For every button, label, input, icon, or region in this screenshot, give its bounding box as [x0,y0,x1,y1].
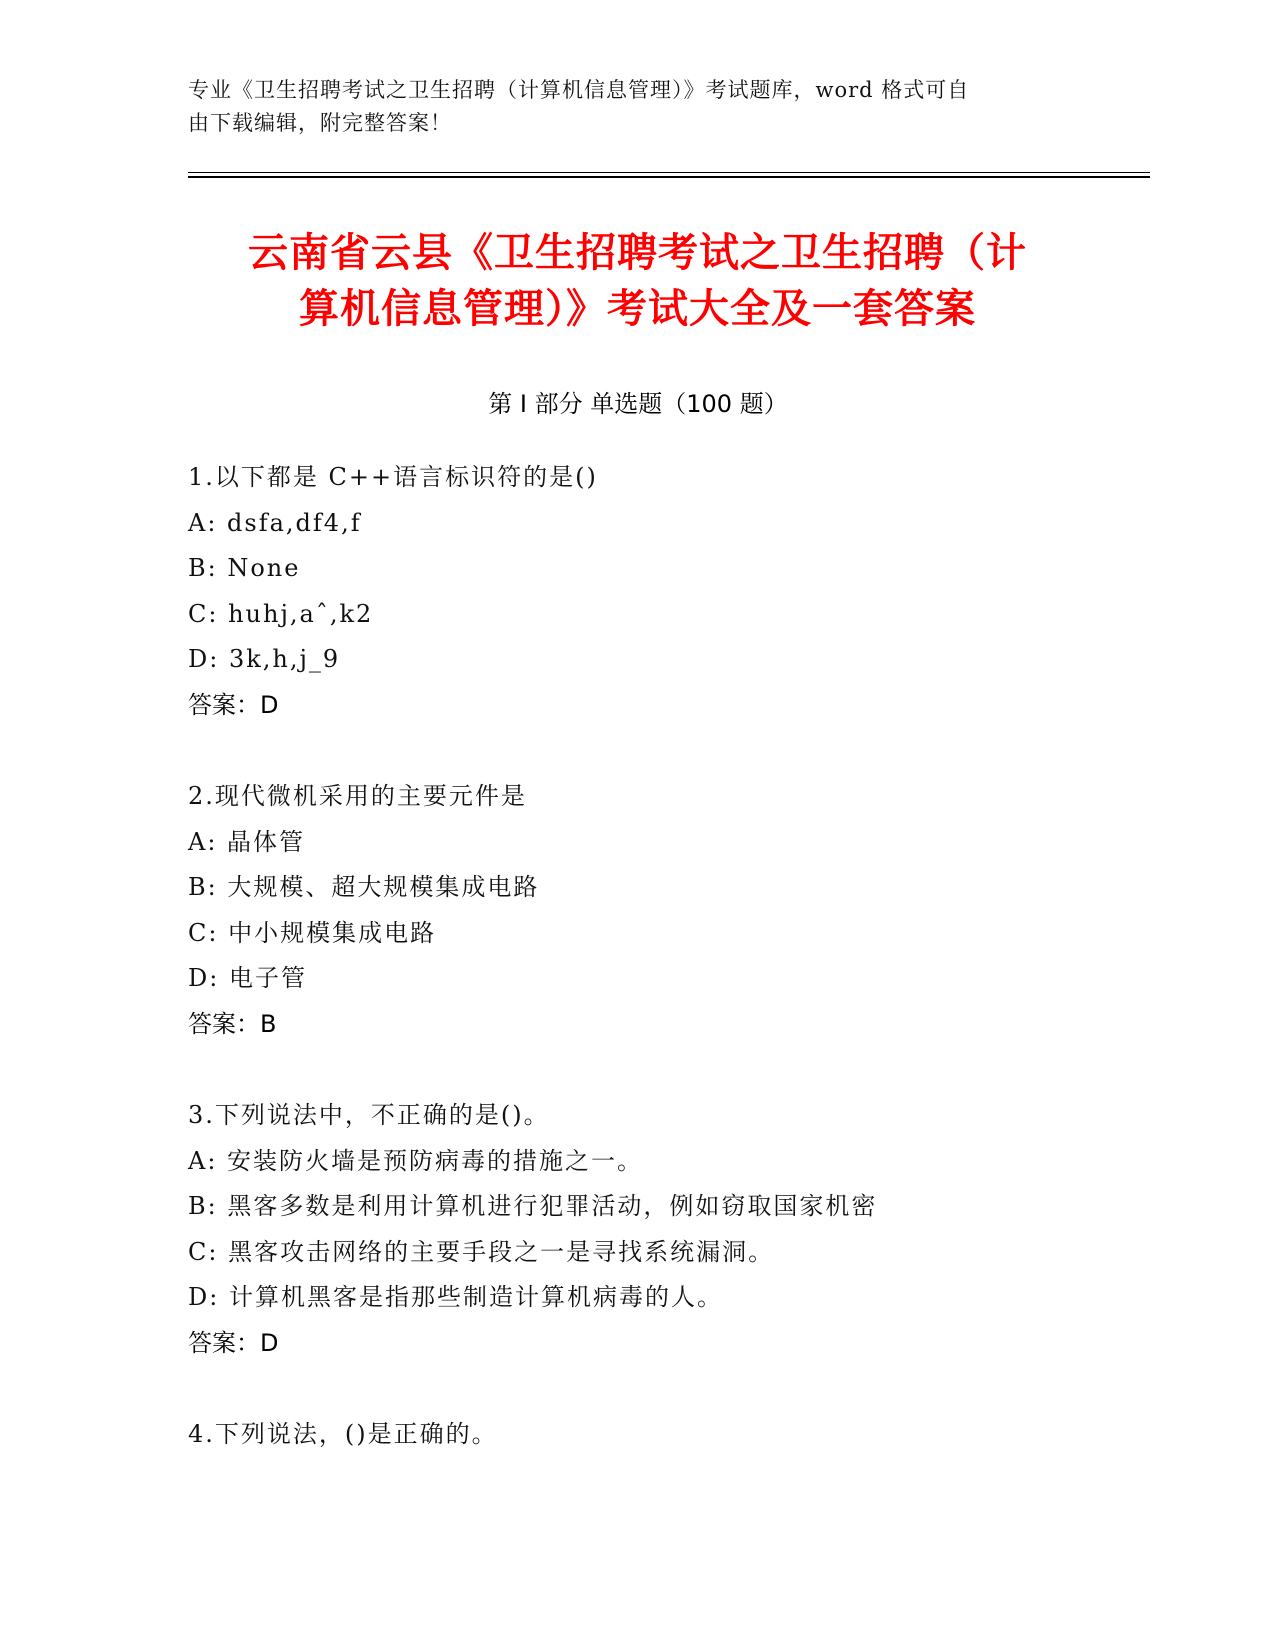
question-2 [188,774,1088,1047]
header-note-line-1: 专业《卫生招聘考试之卫生招聘（计算机信息管理）》考试题库，word 格式可自 [188,78,970,102]
document-title-line-2: 算机信息管理）》考试大全及一套答案 [299,286,976,332]
question-1 [188,455,1088,728]
question-stem: 4.下列说法，()是正确的。 [188,1420,498,1448]
document-title [160,225,1115,337]
header-note-line-2: 由下载编辑，附完整答案！ [188,111,452,135]
document-title-line-1: 云南省云县《卫生招聘考试之卫生招聘（计 [248,230,1027,276]
question-stem: 2.现代微机采用的主要元件是 [188,782,527,810]
option-a: A: 安装防火墙是预防病毒的措施之一。 [188,1146,644,1175]
option-c: C: 黑客攻击网络的主要手段之一是寻找系统漏洞。 [188,1237,775,1266]
option-c: C: huhj,aˆ,k2 [188,599,374,628]
answer-line: 答案：D [188,1328,279,1357]
section-heading: 第 I 部分 单选题（100 题） [488,390,788,418]
answer-line: 答案：D [188,690,279,719]
answer-line: 答案：B [188,1009,277,1038]
option-d: D: 电子管 [188,964,307,992]
header-note [188,74,1088,140]
option-b: B: 大规模、超大规模集成电路 [188,873,540,901]
option-a: A: 晶体管 [188,827,306,856]
option-b: B: None [188,554,301,582]
option-d: D: 3k,h,j_9 [188,645,341,673]
header-divider-thick [188,176,1150,178]
question-stem: 1.以下都是 C++语言标识符的是() [188,463,598,491]
header-divider-thin [188,172,1150,173]
option-b: B: 黑客多数是利用计算机进行犯罪活动，例如窃取国家机密 [188,1192,878,1220]
option-d: D: 计算机黑客是指那些制造计算机病毒的人。 [188,1283,723,1311]
option-c: C: 中小规模集成电路 [188,918,437,947]
option-a: A: dsfa,df4,f [188,508,362,537]
question-stem: 3.下列说法中，不正确的是()。 [188,1101,550,1129]
question-4 [188,1412,1088,1458]
question-3 [188,1093,1088,1366]
